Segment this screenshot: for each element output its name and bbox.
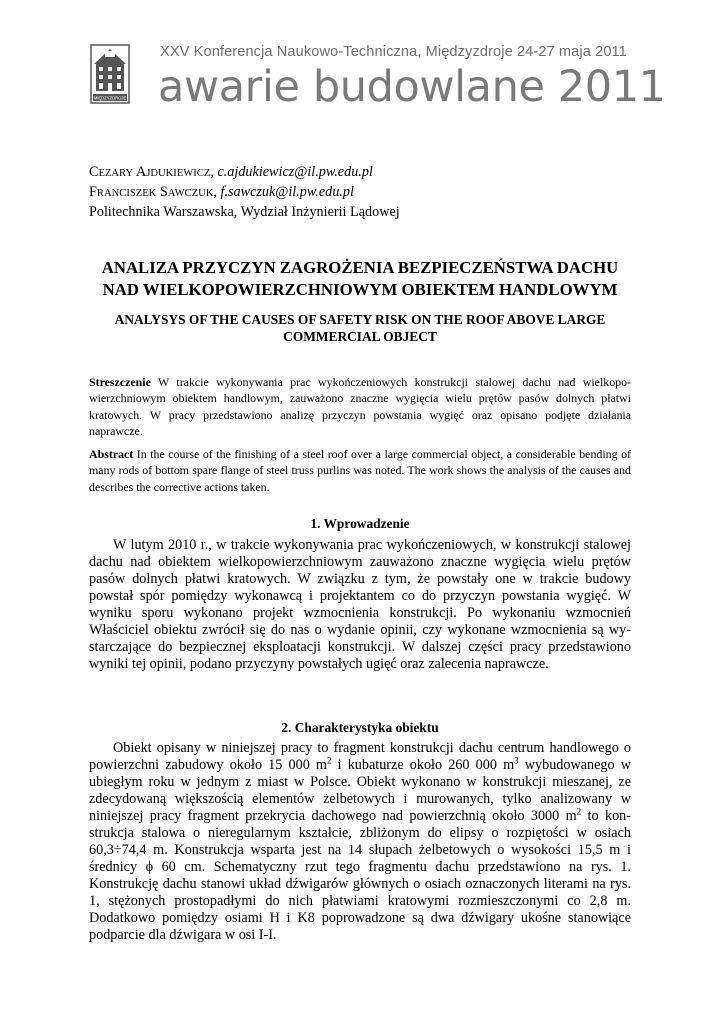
abstract-pl: Streszczenie W trakcie wykonywania prac wykończeniowych konstrukcji stalowej dachu nad wielkopo-wierzchniowym obiektem handlowym, zauważono znaczne wygięcia wielu prętów pasów dolnych płatwi kratowych. W pracy przedstawiono analizę przyczyn powstania wygięć oraz opisano podjęte działania naprawcze. bbox=[89, 375, 631, 438]
section-paragraph: Obiekt opisany w niniejszej pracy to fragment konstrukcji dachu centrum handlowego o powierzchni zabudowy około 15 000 $m^2$ i kubaturze około 260 000 $m^3$ wybudowanego w ubiegłym roku w jednym z miast w Polsce. Obiekt wykonano w konstrukcji mieszanej, ze zdecydowaną większością elementów żelbetowych i murowanych, tylko analizowany w niniejszej pracy fragment przekrycia dachowego nad powierzchnią około 3000 $m^2$ to kon-strukcja stalowa o nieregularnym kształcie, zbliżonym do elipsy o rozpiętości w osiach 60,3÷74,4 m. Konstrukcja wsparta jest na 14 słupach żelbetowych o wysokości 15,5 m i średnicy ϕ 60 cm. Schematyczny rzut tego fragmentu dachu przedstawiono na rys. 1. Konstrukcję dachu stanowi układ dźwigarów głównych o osiach oznaczonych literami na rys. 1, stężonych prostopadłymi do nich płatwiami kratowymi rozmieszczonymi co 2,8 m. Dodatkowo pomiędzy osiami H i K8 poprowadzone są dwa dźwigary ukośne stanowiące podparcie dla dźwigara w osi I-I. bbox=[89, 740, 631, 943]
author-line: FRANCISZEK SAWCZUK, f.sawczuk@il.pw.edu.pl bbox=[89, 184, 354, 200]
author-email[interactable]: c.ajdukiewicz@il.pw.edu.pl bbox=[217, 164, 373, 180]
affiliation: Politechnika Warszawska, Wydział Inżynierii Lądowej bbox=[89, 204, 400, 220]
logo-label: MIĘDZYZDROJE bbox=[93, 95, 127, 101]
author-block bbox=[89, 163, 631, 221]
section-paragraph: W lutym 2010 r., w trakcie wykonywania prac wykończeniowych, w konstrukcji stalowej dachu nad obiektem wielkopowierzchniowym zauważono znaczne wygięcia wielu prętów pasów dolnych płatwi kratowych. W związku z tym, że powstały one w trakcie budowy powstał spór pomiędzy wykonawcą i projektantem co do przyczyn powstania wygięć. W wyniku sporu wykonano projekt wzmocnienia konstrukcji. Po wykonaniu wzmocnień Właściciel obiektu zwrócił się do nas o wydanie opinii, czy wykonane wzmocnienia są wy-starczające do bezpiecznej eksploatacji konstrukcji. W dalszej części pracy przedstawiono wyniki tej opinii, podano przyczyny powstałych ugięć oraz zalecenia naprawcze. bbox=[89, 537, 631, 672]
author-email[interactable]: f.sawczuk@il.pw.edu.pl bbox=[220, 184, 354, 200]
paper-title-en: ANALYSYS OF THE CAUSES OF SAFETY RISK ON THE ROOF ABOVE LARGE COMMERCIAL OBJECT bbox=[114, 312, 606, 344]
abstract-label: Abstract bbox=[89, 447, 134, 461]
paper-title-pl: ANALIZA PRZYCZYN ZAGROŻENIA BEZPIECZEŃSTWA DACHU NAD WIELKOPOWIERZCHNIOWYM OBIEKTEM HANDLOWYM bbox=[101, 258, 619, 299]
conference-line: XXV Konferencja Naukowo-Techniczna, Międzyzdroje 24-27 maja 2011 bbox=[160, 44, 627, 60]
section-heading: 2. Charakterystyka obiektu bbox=[281, 720, 439, 735]
abstract-en: Abstract In the course of the finishing of a steel roof over a large commercial object, a considerable bending of many rods of bottom spare flange of steel truss purlins was noted. The work shows the analysis of the causes and describes the corrective actions taken. bbox=[89, 447, 631, 494]
conference-logo-icon bbox=[90, 44, 130, 104]
conference-title: awarie budowlane 2011 bbox=[158, 62, 666, 112]
abstract-label: Streszczenie bbox=[89, 375, 151, 389]
section-heading: 1. Wprowadzenie bbox=[310, 516, 410, 531]
author-line: CEZARY AJDUKIEWICZ, c.ajdukiewicz@il.pw.edu.pl bbox=[89, 164, 373, 180]
